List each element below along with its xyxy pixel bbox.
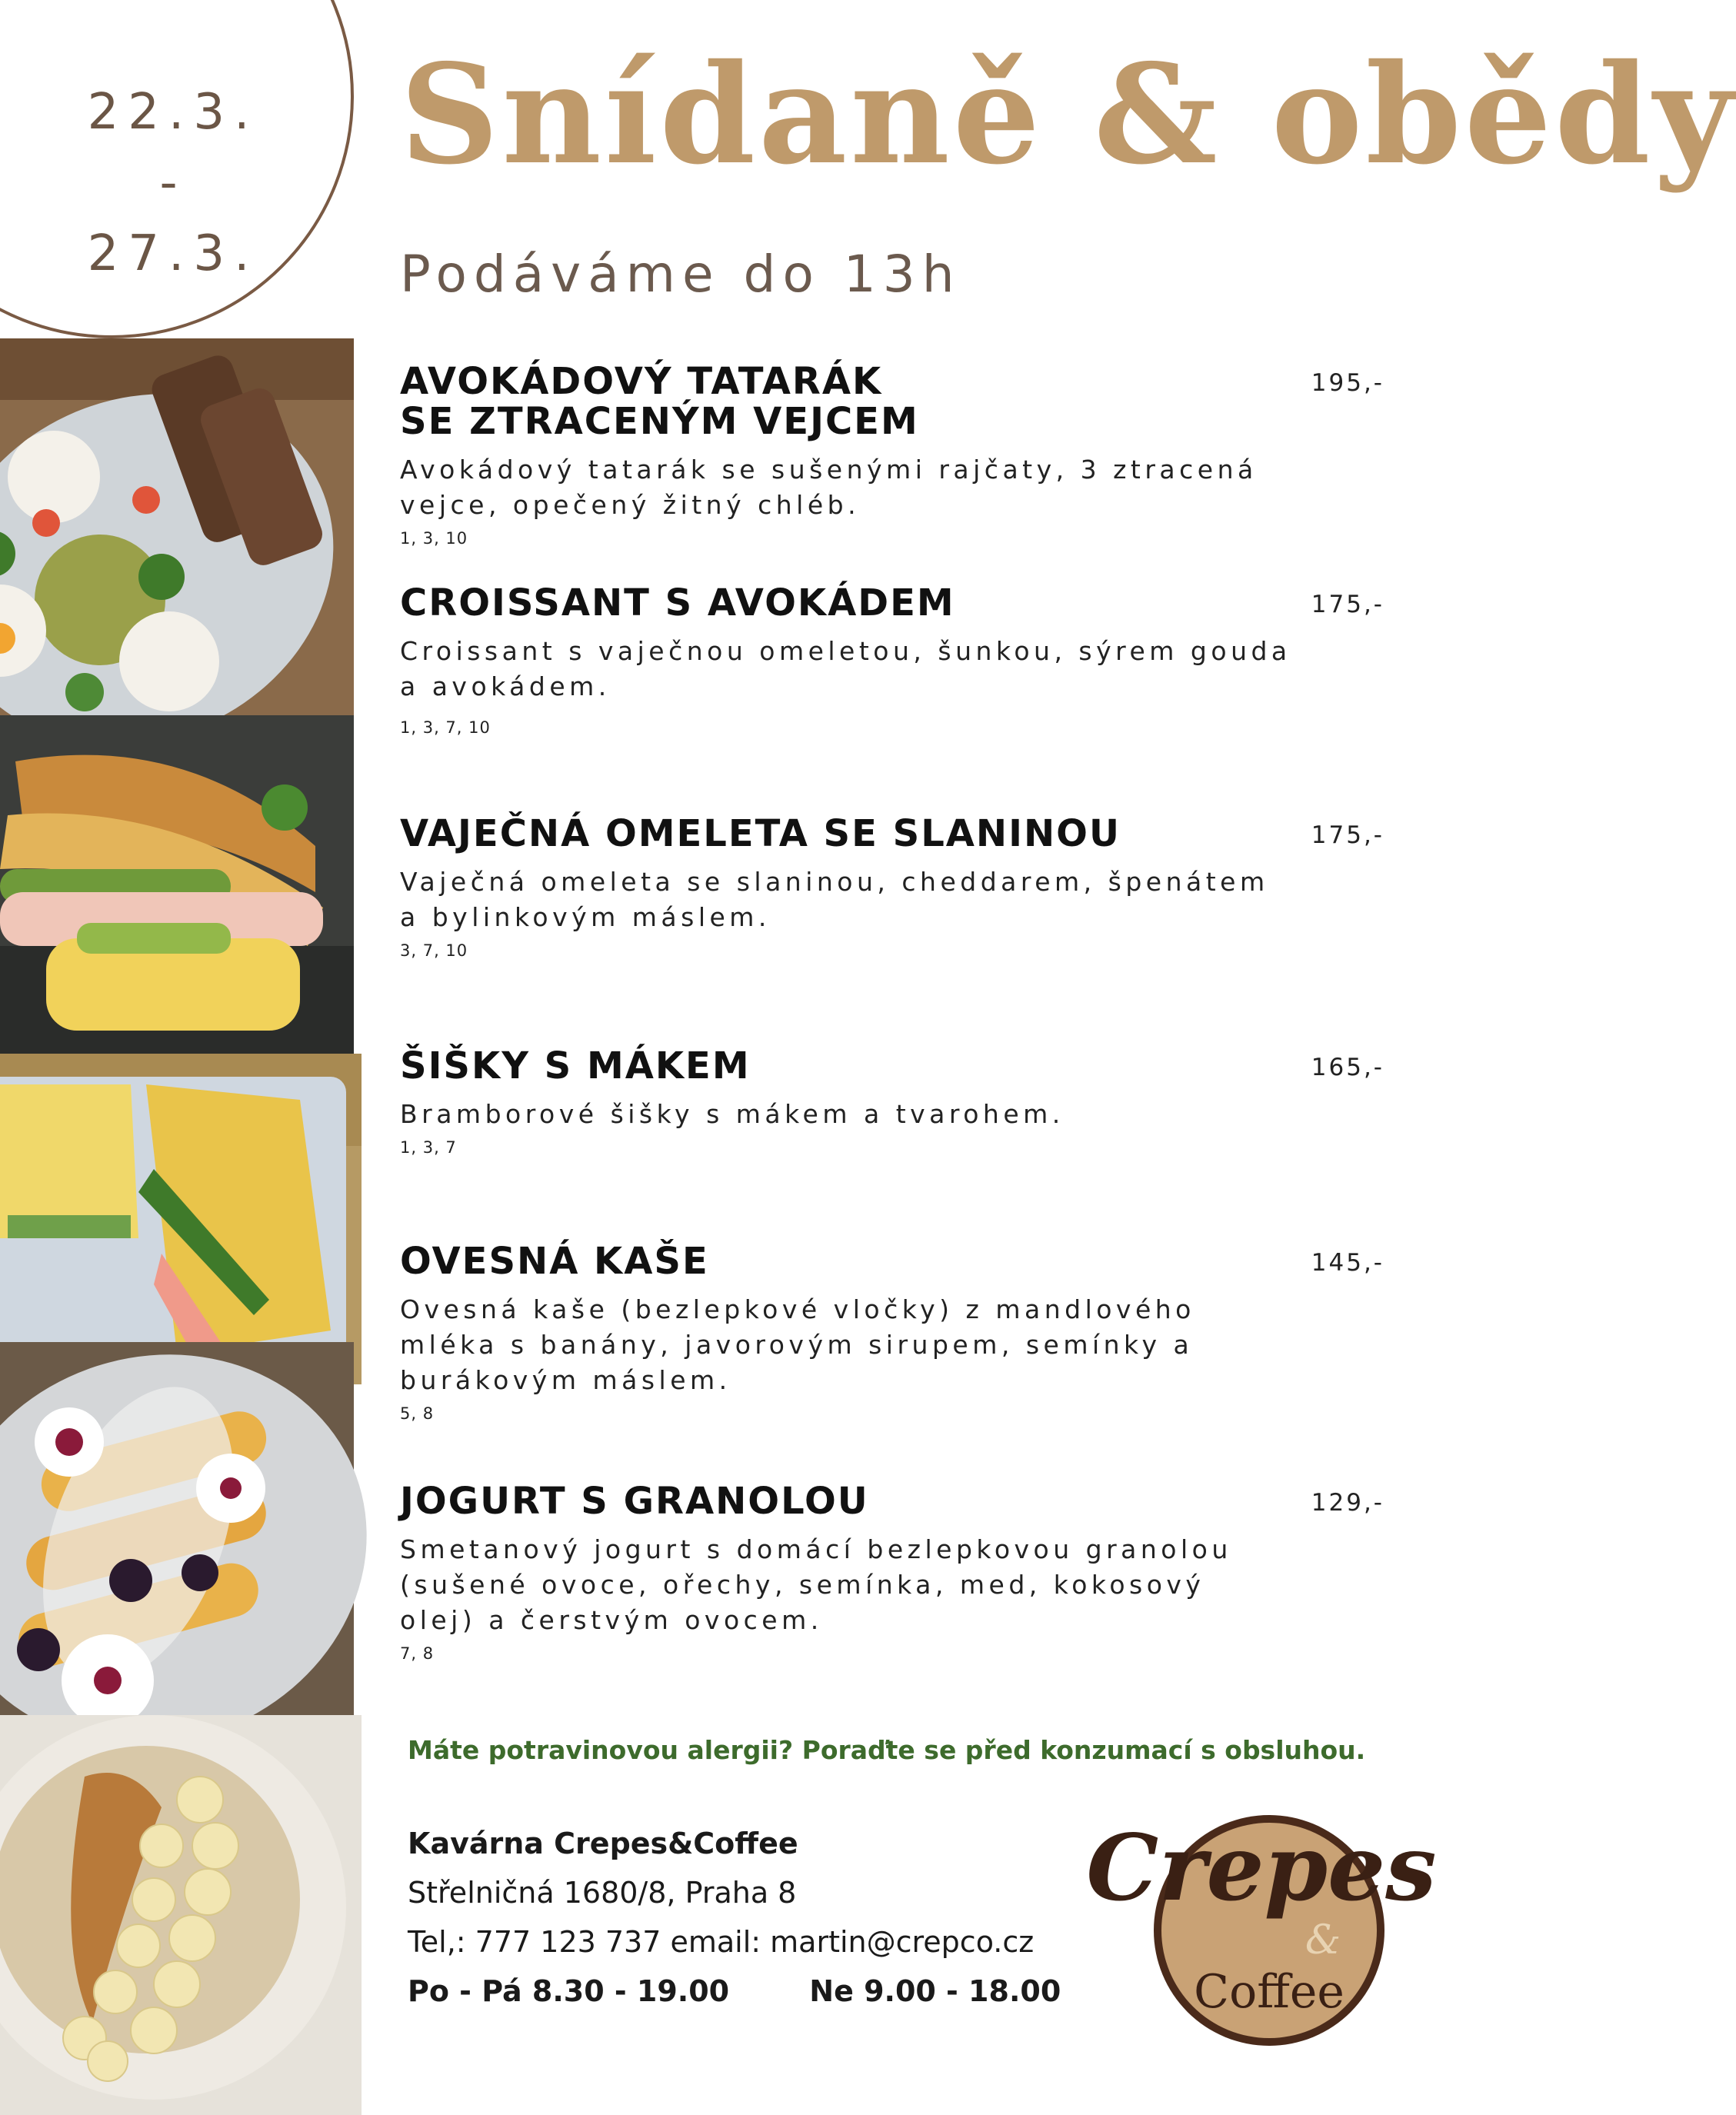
cafe-address: Střelničná 1680/8, Praha 8: [408, 1876, 797, 1910]
item-allergens: 5, 8: [400, 1404, 435, 1423]
date-separator: -: [159, 155, 187, 212]
item-price: 175,-: [1311, 591, 1384, 618]
item-price: 195,-: [1311, 369, 1384, 397]
item-description: Smetanový jogurt s domácí bezlepkovou granolou (sušené ovoce, ořechy, semínka, med, kokosový olej) a čerstvým ovocem.: [400, 1534, 1232, 1635]
date-to: 27.3.: [87, 225, 259, 282]
item-price: 145,-: [1311, 1249, 1384, 1277]
item-name-line2: SE ZTRACENÝM VEJCEM: [400, 400, 919, 443]
logo-ampersand: &: [1304, 1917, 1341, 1963]
menu-item-poppy-dumplings: [400, 1046, 1384, 1157]
photo-omelette: [0, 1054, 362, 1384]
item-name: CROISSANT S AVOKÁDEM: [400, 581, 955, 625]
item-name: OVESNÁ KAŠE: [400, 1240, 709, 1283]
item-description: Vaječná omeleta se slaninou, cheddarem, špenátem a bylinkovým máslem.: [400, 867, 1269, 932]
hours-weekday: Po - Pá 8.30 - 19.00: [408, 1974, 730, 2008]
item-price: 165,-: [1311, 1054, 1384, 1081]
logo-word-crepes: Crepes: [1086, 1814, 1437, 1921]
menu-item-avocado-tartare: [400, 361, 1384, 548]
item-allergens: 1, 3, 10: [400, 529, 468, 548]
date-range: [46, 77, 300, 289]
menu-item-croissant: [400, 583, 1384, 737]
item-allergens: 3, 7, 10: [400, 941, 468, 960]
item-name: ŠIŠKY S MÁKEM: [400, 1044, 751, 1087]
photo-croissant: [0, 715, 354, 1084]
item-name-line1: AVOKÁDOVÝ TATARÁK: [400, 360, 883, 403]
item-allergens: 7, 8: [400, 1644, 435, 1663]
hours-sunday: Ne 9.00 - 18.00: [809, 1974, 1061, 2008]
item-description: Bramborové šišky s mákem a tvarohem.: [400, 1099, 1065, 1129]
item-name: [400, 361, 1384, 441]
date-from: 22.3.: [87, 84, 259, 141]
item-price: 129,-: [1311, 1489, 1384, 1517]
item-description: Croissant s vaječnou omeletou, šunkou, sýrem gouda a avokádem.: [400, 636, 1291, 701]
menu-item-yogurt-granola: [400, 1481, 1384, 1663]
item-name: VAJEČNÁ OMELETA SE SLANINOU: [400, 812, 1121, 855]
item-name: JOGURT S GRANOLOU: [400, 1480, 869, 1523]
opening-hours: [408, 1967, 1061, 2016]
photo-avocado-tartare: [0, 338, 354, 746]
item-allergens: 1, 3, 7, 10: [400, 718, 491, 737]
menu-item-oatmeal: [400, 1241, 1384, 1423]
item-description: Ovesná kaše (bezlepkové vločky) z mandlového mléka s banány, javorovým sirupem, semínky a burákovým máslem.: [400, 1294, 1195, 1395]
cafe-name: Kavárna Crepes&Coffee: [408, 1827, 798, 1860]
cafe-phone-email: Tel,: 777 123 737 email: martin@crepco.cz: [408, 1925, 1035, 1959]
photo-oatmeal: [0, 1715, 362, 2115]
allergy-note: Máte potravinovou alergii? Poraďte se před konzumací s obsluhou.: [408, 1735, 1366, 1765]
menu-item-omelette: [400, 814, 1384, 960]
item-allergens: 1, 3, 7: [400, 1138, 457, 1157]
photo-poppy-seed-dumplings: [0, 1342, 354, 1742]
item-description: Avokádový tatarák se sušenými rajčaty, 3 ztracená vejce, opečený žitný chléb.: [400, 455, 1258, 520]
contact-block: [408, 1819, 1061, 2016]
page-title: Snídaně & obědy: [400, 34, 1736, 195]
page-subtitle: Podáváme do 13h: [400, 245, 961, 304]
item-price: 175,-: [1311, 821, 1384, 849]
crepes-coffee-logo: [1086, 1792, 1438, 2053]
logo-word-coffee: Coffee: [1194, 1965, 1344, 2019]
